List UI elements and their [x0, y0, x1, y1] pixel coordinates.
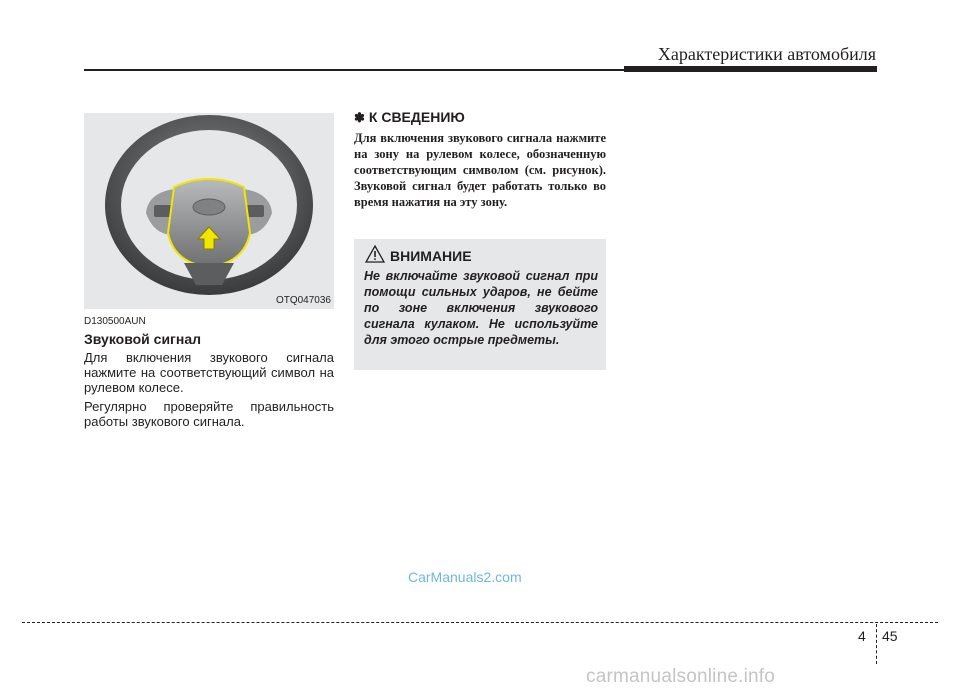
caution-title: ВНИМАНИЕ	[390, 248, 472, 264]
header-rule-accent	[624, 66, 877, 72]
steering-wheel-figure	[84, 113, 334, 309]
info-text: Для включения звукового сигнала нажмите на зону на рулевом колесе, обозначенную соответствующим символом (см. рисунок). Звуковой сигнал будет работать только во время нажатия на эту зону.	[354, 131, 606, 209]
warning-triangle-icon	[365, 245, 385, 263]
emblem	[193, 199, 225, 215]
watermark-link[interactable]: CarManuals2.com	[408, 569, 522, 585]
body-paragraph: Для включения звукового сигнала нажмите на соответствующий символ на рулевом колесе.	[84, 350, 334, 395]
horn-pad-highlight	[168, 179, 250, 267]
page-number: 45	[882, 628, 898, 644]
info-heading-label: К СВЕДЕНИЮ	[368, 109, 465, 125]
header-rule	[84, 69, 624, 71]
info-heading	[354, 109, 465, 126]
page-divider	[876, 624, 877, 664]
footer-rule	[22, 622, 938, 623]
caution-text: Не включайте звуковой сигнал при помощи сильных ударов, не бейте по зоне включения звукового сигнала кулаком. Не используйте для этого острые предметы.	[364, 269, 598, 347]
section-heading: Звуковой сигнал	[84, 331, 202, 347]
figure-code: OTQ047036	[275, 295, 331, 306]
page-header-title: Характеристики автомобиля	[657, 44, 876, 64]
body-paragraph: Регулярно проверяйте правильность работы звукового сигнала.	[84, 399, 334, 429]
footer-site-watermark: carmanualsonline.info	[586, 666, 776, 687]
left-button-cluster	[154, 205, 172, 217]
asterisk-icon: ✽	[354, 110, 365, 125]
caution-box	[354, 239, 606, 370]
section-code: D130500AUN	[84, 316, 146, 327]
right-button-cluster	[246, 205, 264, 217]
steering-wheel-illustration	[84, 113, 334, 309]
chapter-number: 4	[858, 628, 866, 644]
